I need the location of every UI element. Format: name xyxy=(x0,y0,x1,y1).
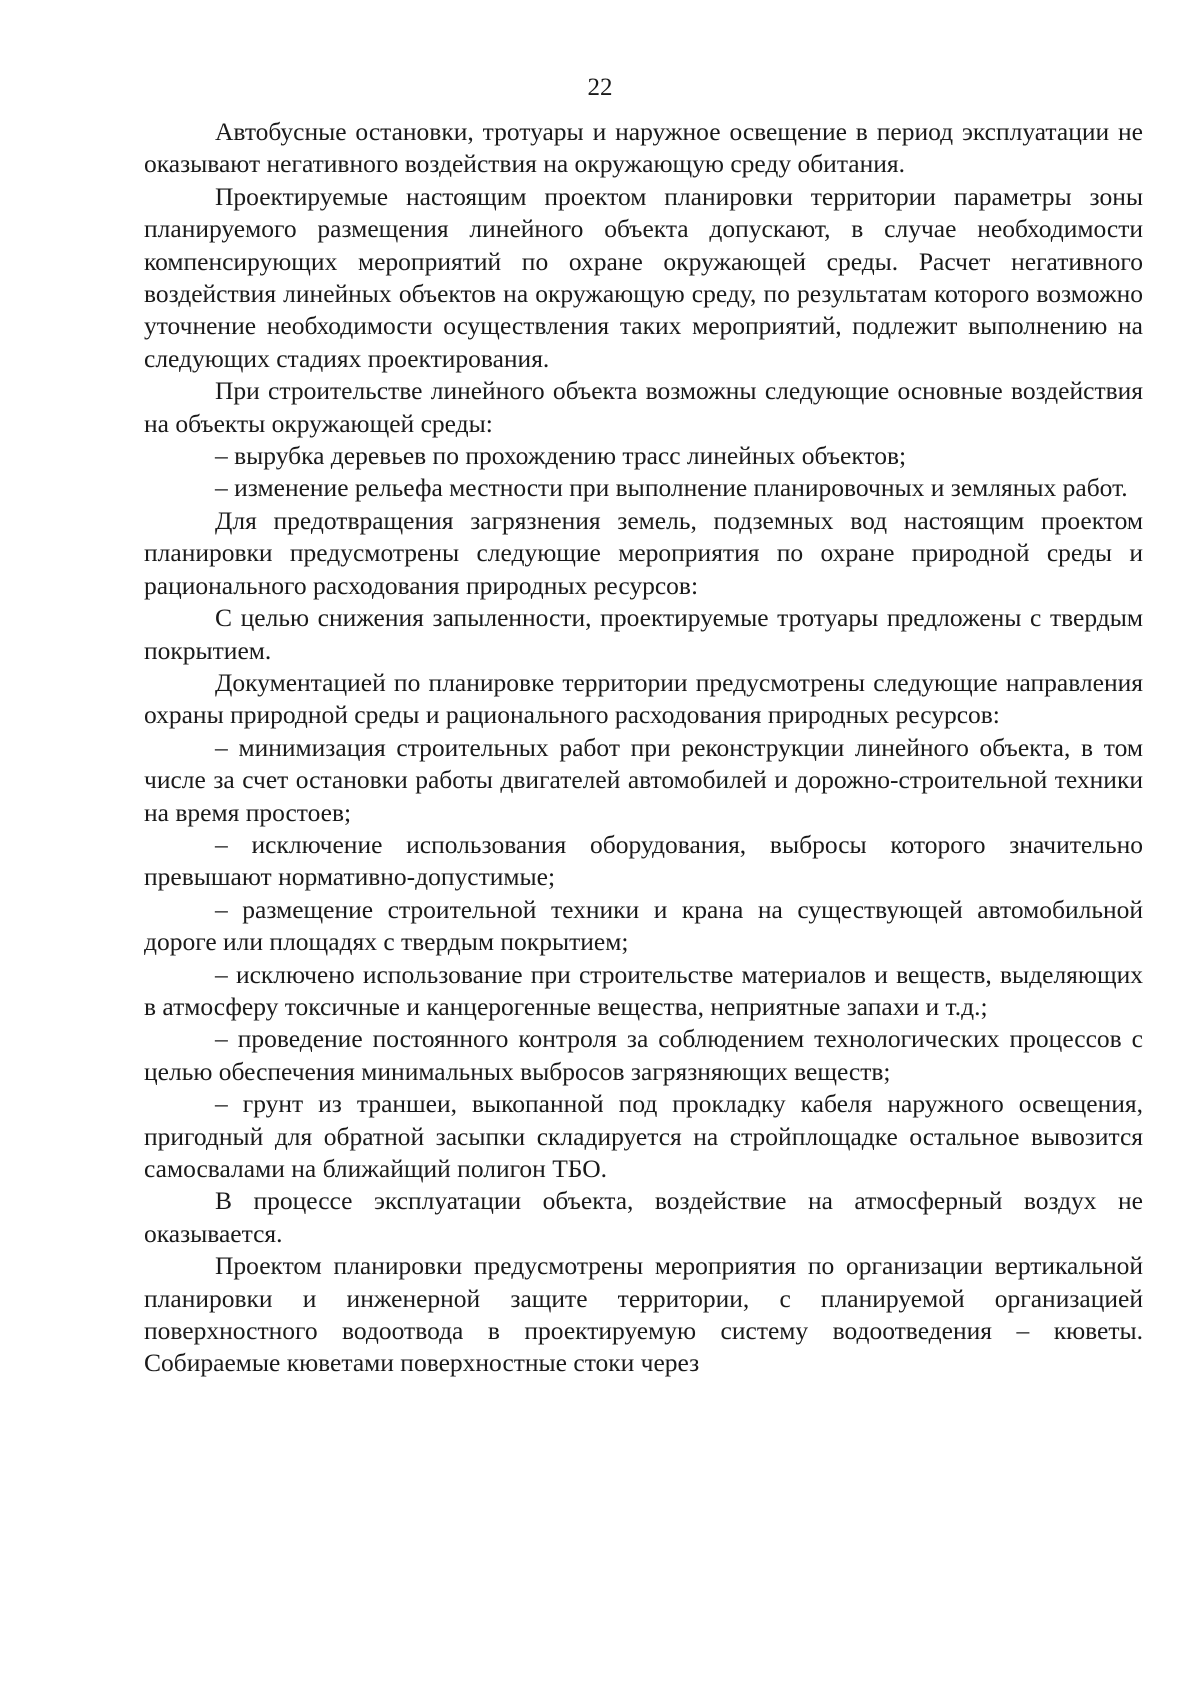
list-item-exclude-equipment: – исключение использования оборудования, выбросы которого значительно превышают нормативно-допустимые; xyxy=(144,829,1143,892)
paragraph-operation-air: В процессе эксплуатации объекта, воздействие на атмосферный воздух не оказывается. xyxy=(144,1186,1143,1248)
page-number: 22 xyxy=(587,74,613,101)
paragraph-design-parameters: Проектируемые настоящим проектом планировки территории параметры зоны планируемого размещения линейного объекта допускают, в случае необходимости компенсирующих мероприятий по охране окружающей среды. Расчет негативного воздействия линейных объектов на окружающую среду, по результатам которого возможно уточнение необходимости осуществления таких мероприятий, подлежит выполнению на следующих стадиях проектирования. xyxy=(144,181,1143,373)
list-item-soil-disposal: – грунт из траншеи, выкопанной под прокладку кабеля наружного освещения, пригодный для обратной засыпки складируется на стройплощадке остальное вывозится самосвалами на ближайщий полигон ТБО. xyxy=(144,1089,1143,1183)
list-item-tree-felling: – вырубка деревьев по прохождению трасс линейных объектов; xyxy=(215,441,907,471)
list-item-process-control: – проведение постоянного контроля за соблюдением технологических процессов с целью обеспечения минимальных выбросов загрязняющих веществ; xyxy=(144,1024,1143,1086)
list-item-minimize-works: – минимизация строительных работ при реконструкции линейного объекта, в том числе за счет остановки работы двигателей автомобилей и дорожно-строительной техники на время простоев; xyxy=(144,732,1143,827)
paragraph-protection-directions: Документацией по планировке территории предусмотрены следующие направления охраны природной среды и рационального расходования природных ресурсов: xyxy=(144,667,1143,730)
list-item-equipment-placement: – размещение строительной техники и крана на существующей автомобильной дороге или площадях с твердым покрытием; xyxy=(144,894,1143,957)
paragraph-vertical-planning: Проектом планировки предусмотрены мероприятия по организации вертикальной планировки и инженерной защите территории, с планируемой организацией поверхностного водоотвода в проектируемую систему водоотведения – кюветы. Собираемые кюветами поверхностные стоки через xyxy=(144,1251,1143,1378)
paragraph-pollution-prevention: Для предотвращения загрязнения земель, подземных вод настоящим проектом планировки предусмотрены следующие мероприятия по охране природной среды и рационального расходования природных ресурсов: xyxy=(144,505,1143,600)
paragraph-dust-reduction: С целью снижения запыленности, проектируемые тротуары предложены с твердым покрытием. xyxy=(144,603,1143,665)
document-body xyxy=(144,116,1143,1380)
list-item-toxic-materials: – исключено использование при строительстве материалов и веществ, выделяющих в атмосферу токсичные и канцерогенные вещества, неприятные запахи и т.д.; xyxy=(144,959,1143,1021)
list-item-relief-change: – изменение рельефа местности при выполнение планировочных и земляных работ. xyxy=(215,473,1128,503)
paragraph-construction-impacts: При строительстве линейного объекта возможны следующие основные воздействия на объекты окружающей среды: xyxy=(144,376,1143,438)
paragraph-bus-stops: Автобусные остановки, тротуары и наружное освещение в период эксплуатации не оказывают негативного воздействия на окружающую среду обитания. xyxy=(144,117,1143,179)
